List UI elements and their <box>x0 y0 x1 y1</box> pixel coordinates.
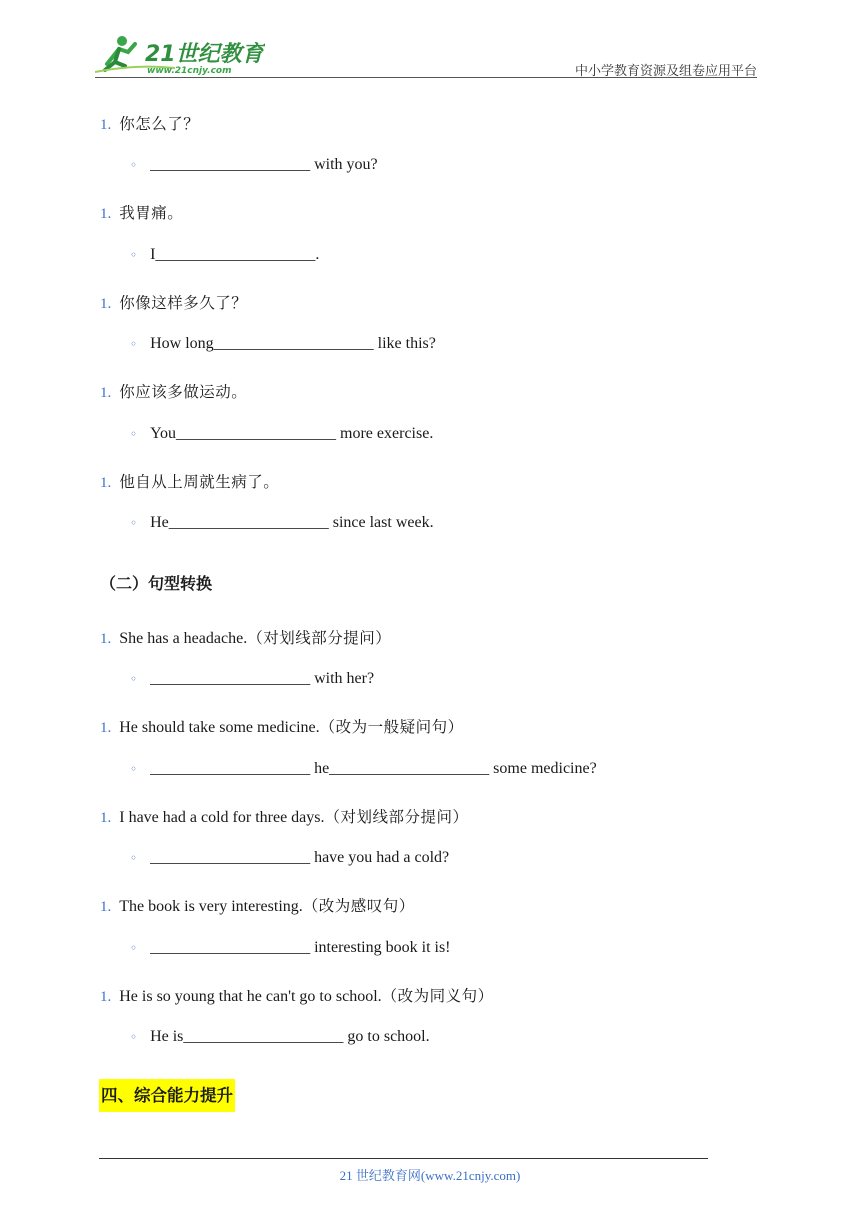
answer-line <box>130 670 374 688</box>
answer-text: ____________________ he____________________ some medicine? <box>150 760 597 777</box>
logo-21cnjy <box>95 34 265 76</box>
subsection-heading: （二）句型转换 <box>100 574 213 593</box>
answer-line <box>130 849 449 867</box>
section-title: 四、综合能力提升 <box>99 1079 235 1112</box>
page-header <box>95 34 757 80</box>
answer-line <box>130 156 378 174</box>
bullet-icon: ◦ <box>130 1030 138 1044</box>
question-number: 1. <box>100 296 112 312</box>
bullet-icon: ◦ <box>130 427 138 441</box>
question-text: 我胃痛。 <box>119 204 184 222</box>
question-number: 1. <box>100 117 112 133</box>
question-text: 你像这样多久了？ <box>119 294 248 312</box>
question-text: 你应该多做运动。 <box>119 383 248 401</box>
question-item <box>100 470 279 492</box>
answer-text: He____________________ since last week. <box>150 514 434 531</box>
question-text-en: She has a headache. <box>119 630 248 647</box>
question-text: 他自从上周就生病了。 <box>119 473 280 491</box>
header-divider <box>95 77 757 78</box>
question-number: 1. <box>100 989 112 1005</box>
bullet-icon: ◦ <box>130 672 138 686</box>
answer-line <box>130 425 433 443</box>
answer-line <box>130 1028 430 1046</box>
question-item <box>100 380 247 402</box>
bullet-icon: ◦ <box>130 762 138 776</box>
question-text-en: I have had a cold for three days. <box>119 809 325 826</box>
answer-text: ____________________ interesting book it is! <box>150 939 451 956</box>
question-number: 1. <box>100 810 112 826</box>
question-number: 1. <box>100 720 112 736</box>
answer-line <box>130 335 436 353</box>
question-instruction: （对划线部分提问） <box>324 808 469 826</box>
svg-text:21世纪教育: 21世纪教育 <box>145 42 264 67</box>
question-instruction: （改为感叹句） <box>302 897 415 915</box>
answer-line <box>130 514 434 532</box>
question-item <box>100 805 469 827</box>
bullet-icon: ◦ <box>130 516 138 530</box>
answer-text: I____________________. <box>150 246 320 263</box>
answer-line <box>130 939 451 957</box>
answer-text: He is____________________ go to school. <box>150 1028 430 1045</box>
bullet-icon: ◦ <box>130 158 138 172</box>
page-footer: 21 世纪教育网(www.21cnjy.com) <box>339 1168 521 1183</box>
answer-line <box>130 246 319 264</box>
question-number: 1. <box>100 206 112 222</box>
question-instruction: （改为同义句） <box>381 987 494 1005</box>
answer-text: ____________________ have you had a cold? <box>150 849 450 866</box>
answer-text: How long____________________ like this? <box>150 335 436 352</box>
answer-line <box>130 760 597 778</box>
question-text-en: He is so young that he can't go to school. <box>119 988 382 1005</box>
question-item <box>100 201 183 223</box>
question-text-en: The book is very interesting. <box>119 898 303 915</box>
question-number: 1. <box>100 631 112 647</box>
question-text-en: He should take some medicine. <box>119 719 320 736</box>
bullet-icon: ◦ <box>130 337 138 351</box>
question-number: 1. <box>100 899 112 915</box>
question-item <box>100 291 247 313</box>
question-text: 你怎么了？ <box>119 115 200 133</box>
question-item <box>100 984 494 1006</box>
bullet-icon: ◦ <box>130 941 138 955</box>
bullet-icon: ◦ <box>130 248 138 262</box>
question-instruction: （对划线部分提问） <box>247 629 392 647</box>
header-platform-text: 中小学教育资源及组卷应用平台 <box>574 64 757 79</box>
question-item <box>100 112 199 134</box>
question-item <box>100 715 464 737</box>
question-number: 1. <box>100 385 112 401</box>
answer-text: You____________________ more exercise. <box>150 425 434 442</box>
question-number: 1. <box>100 475 112 491</box>
footer-divider <box>99 1158 708 1159</box>
question-instruction: （改为一般疑问句） <box>319 718 464 736</box>
svg-text:www.21cnjy.com: www.21cnjy.com <box>147 66 232 76</box>
answer-text: ____________________ with her? <box>150 670 375 687</box>
bullet-icon: ◦ <box>130 851 138 865</box>
question-item <box>100 894 415 916</box>
question-item <box>100 626 391 648</box>
answer-text: ____________________ with you? <box>150 156 378 173</box>
